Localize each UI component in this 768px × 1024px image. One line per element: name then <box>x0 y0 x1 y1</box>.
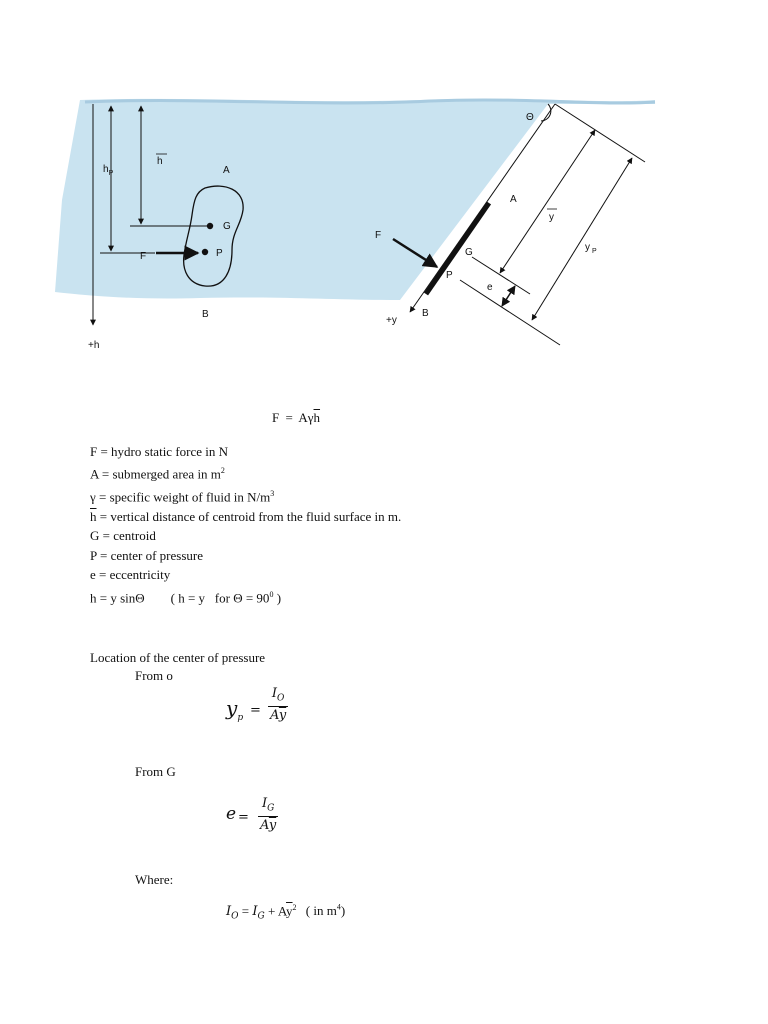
def-eccentricity: e = eccentricity <box>90 567 171 583</box>
label-hp: $h_P$ <box>103 164 114 177</box>
center-pressure-heading: Location of the center of pressure <box>90 650 266 665</box>
label-ybar: y <box>549 212 554 223</box>
label-force-left: F <box>140 251 147 262</box>
label-pressure-left: P <box>216 248 223 259</box>
label-centroid-right: G <box>465 247 473 258</box>
water-body <box>55 99 655 300</box>
def-h-relation: h = y sinΘ ( h = y for $\Theta = 90^0$ ) <box>90 589 282 605</box>
definitions-list <box>90 442 401 607</box>
yp-equals: = <box>250 703 261 718</box>
label-force-right: F <box>375 230 382 241</box>
ext-top <box>555 104 645 162</box>
label-pressure-right: P <box>446 270 453 281</box>
ig-term: $I_G$ <box>252 904 265 922</box>
e-numerator: $I_G$ <box>261 796 275 814</box>
yp-fraction <box>268 686 288 723</box>
yp-dimension <box>532 158 632 320</box>
yp-denominator: $A\overline{y}$ <box>270 707 287 723</box>
e-lhs: e <box>226 804 237 824</box>
def-force: F = hydro static force in N <box>90 444 229 459</box>
io-term: $I_O$ <box>226 904 239 922</box>
label-theta: Θ <box>526 112 534 123</box>
formula-equals: = <box>285 410 293 425</box>
e-denominator: $A\overline{y}$ <box>260 817 277 833</box>
e-fraction <box>258 796 278 833</box>
from-g-label: From G <box>135 764 176 779</box>
label-area-right: A <box>510 194 517 205</box>
yp-lhs: $y_p$ <box>226 696 244 723</box>
label-yp: y $_P$ <box>585 242 597 255</box>
plus-a-term: + A <box>267 903 287 919</box>
formula-lhs: F <box>272 410 280 425</box>
def-hbar: $\overline{h}$ = vertical distance of centroid from the fluid surface in m. <box>90 508 402 524</box>
hydrostatic-force-formula <box>272 410 320 426</box>
label-bottom-right: B <box>422 308 429 319</box>
label-eccentricity: e <box>487 282 493 293</box>
label-hbar: h <box>157 156 163 167</box>
label-bottom-left: B <box>202 309 209 320</box>
e-dimension <box>502 286 515 306</box>
hydrostatic-force-diagram <box>0 0 768 370</box>
def-center-pressure: P = center of pressure <box>90 547 203 563</box>
ext-g <box>472 257 530 294</box>
def-specific-weight: γ = specific weight of fluid in $N/m^3$ <box>90 489 275 505</box>
def-area: A = submerged area in $m^2$ <box>90 466 225 482</box>
label-area-left: A <box>223 165 230 176</box>
pressure-point-left <box>202 249 208 255</box>
label-plus-h: +h <box>88 340 100 351</box>
def-centroid: G = centroid <box>90 528 156 544</box>
from-o-label: From o <box>135 668 173 683</box>
where-equals: = <box>241 903 250 919</box>
formula-rhs: Aγ <box>298 410 314 425</box>
centroid-point-left <box>207 223 213 229</box>
parallel-axis-formula <box>226 903 345 922</box>
ext-p <box>460 280 560 345</box>
where-label: Where: <box>135 872 174 887</box>
yp-numerator: $I_O$ <box>271 686 285 704</box>
e-equals: = <box>238 810 249 825</box>
label-centroid-left: G <box>223 221 231 232</box>
squared: 2 <box>292 903 297 912</box>
label-plus-y: +y <box>386 315 397 326</box>
units: ( in $m^4$) <box>305 903 346 919</box>
ybar-term: $\overline{y}$ <box>286 903 293 919</box>
formula-hbar: $\overline{h}$ <box>313 410 321 425</box>
